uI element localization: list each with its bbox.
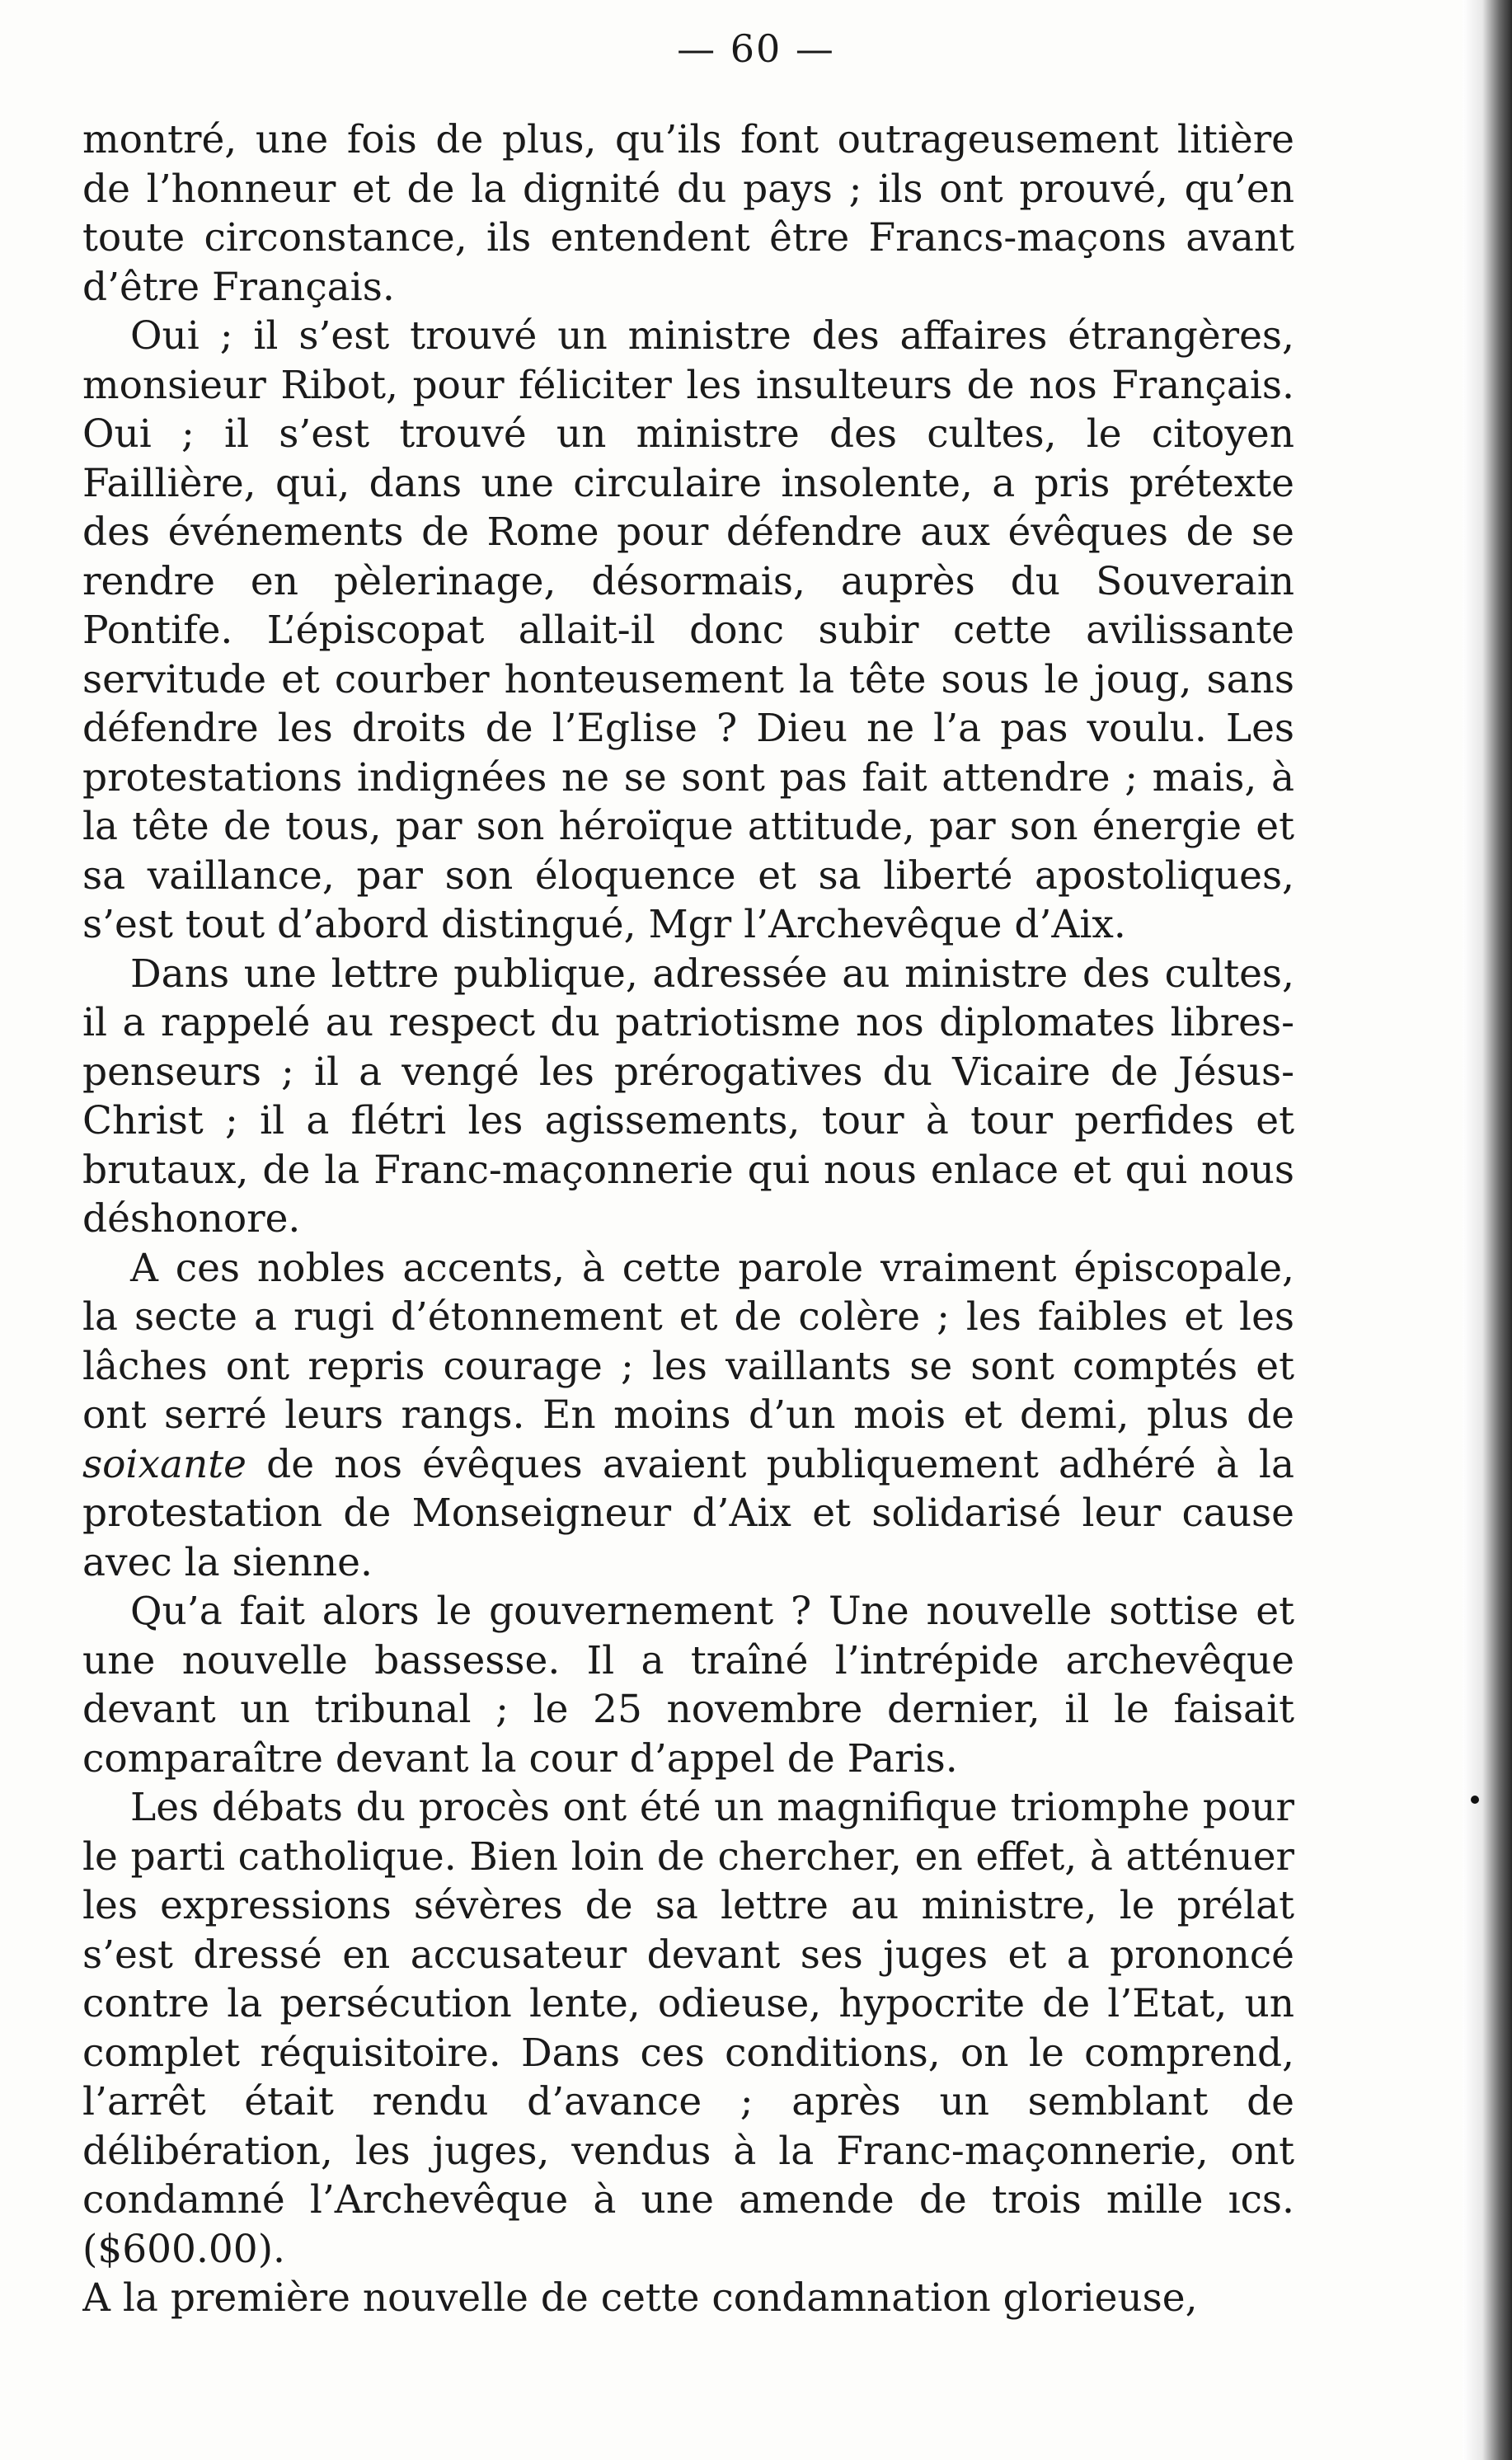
- page-binding-shadow: [1463, 0, 1512, 2460]
- page-number: — 60 —: [677, 26, 835, 71]
- binding-speck: [1471, 1796, 1479, 1804]
- paragraph-5: Qu’a fait alors le gouvernement ? Une nouvelle sottise et une nouvelle bassesse. Il a traîné l’intrépide archevêque devant un tribunal ; le 25 novembre dernier, il le faisait comparaître devant la cour d’appel de Paris.: [82, 1589, 1294, 1782]
- last-line: A la première nouvelle de cette condamnation glorieuse,: [82, 2275, 1198, 2321]
- paragraph-4-text-before: A ces nobles accents, à cette parole vraiment épiscopale, la secte a rugi d’étonnement et de colère ; les faibles et les lâches ont repris courage ; les vaillants se sont comptés et ont serré leurs rangs. En moins d’un mois et demi, plus de: [82, 1245, 1294, 1438]
- body-text: [82, 115, 1294, 2323]
- paragraph-3: Dans une lettre publique, adressée au ministre des cultes, il a rappelé au respect du patriotisme nos diplomates libres-penseurs ; il a vengé les prérogatives du Vicaire de Jésus-Christ ; il a flétri les agissements, tour à tour perfides et brutaux, de la Franc-maçonnerie qui nous enlace et qui nous déshonore.: [82, 951, 1294, 1242]
- paragraph-2: Oui ; il s’est trouvé un ministre des affaires étrangères, monsieur Ribot, pour féliciter les insulteurs de nos Français. Oui ; il s’est trouvé un ministre des cultes, le citoyen Faillière, qui, dans une circulaire insolente, a pris prétexte des événements de Rome pour défendre aux évêques de se rendre en pèlerinage, désormais, auprès du Souverain Pontife. L’épiscopat allait-il donc subir cette avilissante servitude et courber honteusement la tête sous le joug, sans défendre les droits de l’Eglise ? Dieu ne l’a pas voulu. Les protestations indignées ne se sont pas fait attendre ; mais, à la tête de tous, par son héroïque attitude, par son énergie et sa vaillance, par son éloquence et sa liberté apostoliques, s’est tout d’abord distingué, Mgr l’Archevêque d’Aix.: [82, 313, 1294, 947]
- paragraph-4-emphasis: soixante: [82, 1441, 247, 1487]
- paragraph-1: montré, une fois de plus, qu’ils font outrageusement litière de l’honneur et de la dignité du pays ; ils ont prouvé, qu’en toute circonstance, ils entendent être Francs-maçons avant d’être Français.: [82, 117, 1294, 310]
- paragraph-4: [82, 1244, 1294, 1588]
- paragraph-4-text-after: de nos évêques avaient publiquement adhéré à la protestation de Monseigneur d’Aix et solidarisé leur cause avec la sienne.: [82, 1441, 1294, 1585]
- paragraph-6: Les débats du procès ont été un magnifique triomphe pour le parti catholique. Bien loin de chercher, en effet, à atténuer les expressions sévères de sa lettre au ministre, le prélat s’est dressé en accusateur devant ses juges et a prononcé contre la persécution lente, odieuse, hypocrite de l’Etat, un complet réquisitoire. Dans ces conditions, on le comprend, l’arrêt était rendu d’avance ; après un semblant de délibération, les juges, vendus à la Franc-maçonnerie, ont condamné l’Archevêque à une amende de trois mille ıcs. ($600.00).: [82, 1785, 1294, 2272]
